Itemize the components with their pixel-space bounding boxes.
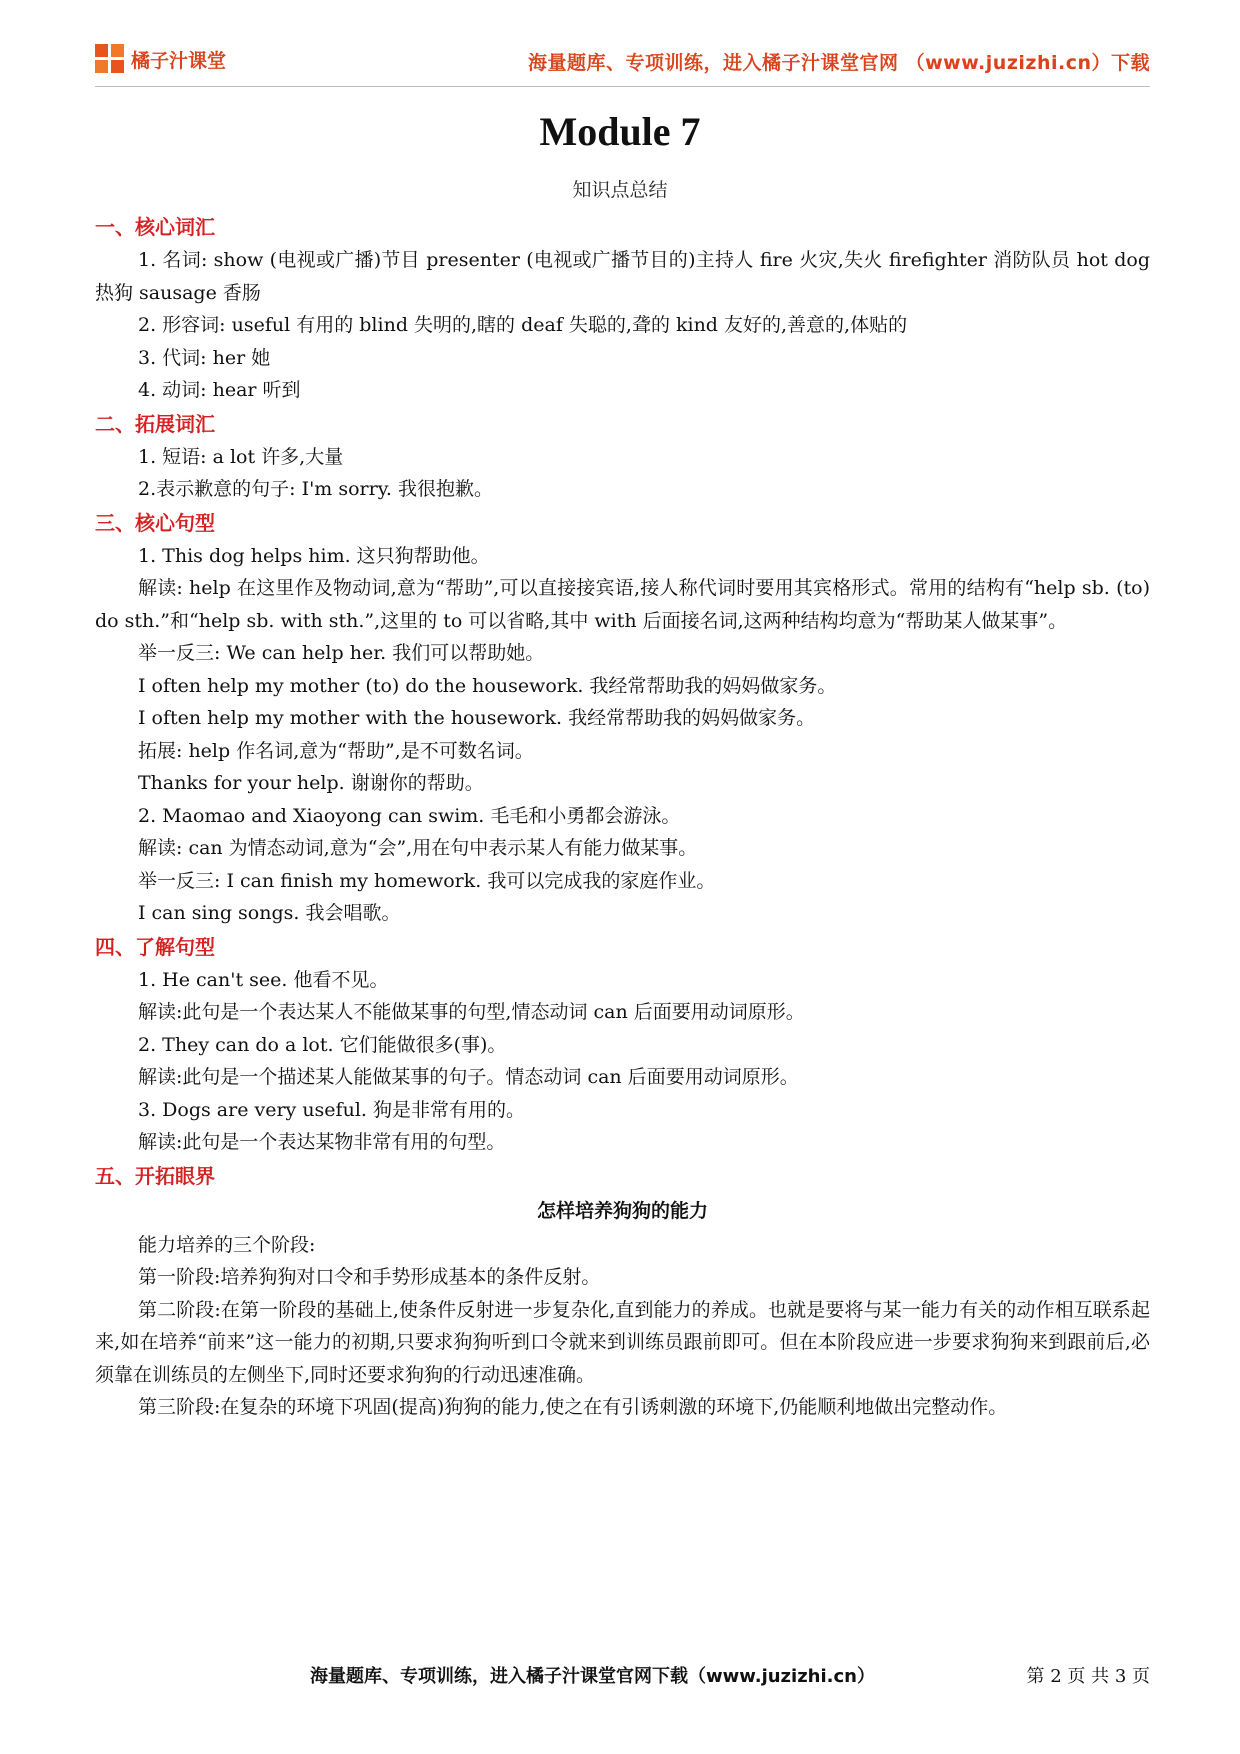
paragraph: 3. 代词: her 她: [138, 346, 271, 369]
paragraph: 2. Maomao and Xiaoyong can swim. 毛毛和小勇都会游泳。: [138, 804, 681, 827]
paragraph: 2. 形容词: useful 有用的 blind 失明的,瞎的 deaf 失聪的,聋的 kind 友好的,善意的,体贴的: [138, 314, 908, 336]
paragraph: 解读: can 为情态动词,意为“会”,用在句中表示某人有能力做某事。: [138, 837, 698, 859]
paragraph: I can sing songs. 我会唱歌。: [138, 902, 401, 924]
paragraph: 1. 短语: a lot 许多,大量: [138, 445, 344, 468]
logo-icon: [95, 44, 125, 74]
paragraph: 举一反三: We can help her. 我们可以帮助她。: [138, 642, 545, 664]
paragraph: 拓展: help 作名词,意为“帮助”,是不可数名词。: [138, 739, 534, 762]
logo-text: 橘子汁课堂: [131, 49, 227, 72]
paragraph: 1. 名词: show (电视或广播)节目 presenter (电视或广播节目的)主持人 fire 火灾,失火 firefighter 消防队员 hot dog 热狗 sausage 香肠: [95, 249, 1150, 304]
paragraph: 2.表示歉意的句子: I'm sorry. 我很抱歉。: [138, 478, 493, 500]
document-body: [95, 210, 1150, 1424]
page-footer: [95, 1662, 1150, 1694]
page-subtitle: 知识点总结: [572, 179, 668, 201]
paragraph: 能力培养的三个阶段:: [138, 1233, 316, 1256]
paragraph: 解读:此句是一个表达某人不能做某事的句型,情态动词 can 后面要用动词原形。: [138, 1001, 805, 1023]
article-title: 怎样培养狗狗的能力: [536, 1199, 708, 1222]
paragraph: 举一反三: I can finish my homework. 我可以完成我的家庭作业。: [138, 869, 716, 892]
paragraph: I often help my mother (to) do the housework. 我经常帮助我的妈妈做家务。: [138, 674, 837, 697]
paragraph: 1. This dog helps him. 这只狗帮助他。: [138, 544, 490, 567]
footer-slogan-link[interactable]: 海量题库、专项训练，进入橘子汁课堂官网下载（www.juzizhi.cn）: [310, 1666, 875, 1687]
page-number: 第 2 页 共 3 页: [1026, 1666, 1150, 1687]
page-header: [95, 40, 1150, 87]
paragraph: 4. 动词: hear 听到: [138, 379, 301, 401]
paragraph: 第一阶段:培养狗狗对口令和手势形成基本的条件反射。: [138, 1266, 601, 1288]
paragraph: 解读:此句是一个描述某人能做某事的句子。情态动词 can 后面要用动词原形。: [138, 1066, 799, 1088]
paragraph: 第二阶段:在第一阶段的基础上,使条件反射进一步复杂化,直到能力的养成。也就是要将与某一能力有关的动作相互联系起来,如在培养“前来”这一能力的初期,只要求狗狗听到口令就来到训练员跟前即可。但在本阶段应进一步要求狗狗来到跟前后,必须靠在训练员的左侧坐下,同时还要求狗狗的行动迅速准确。: [95, 1298, 1150, 1386]
brand-logo[interactable]: [95, 44, 226, 74]
paragraph: 1. He can't see. 他看不见。: [138, 968, 389, 991]
section-heading: 一、核心词汇: [95, 215, 215, 239]
page-title: Module 7: [539, 109, 701, 154]
paragraph: 解读:此句是一个表达某物非常有用的句型。: [138, 1131, 506, 1153]
section-heading: 二、拓展词汇: [95, 411, 215, 436]
paragraph: 第三阶段:在复杂的环境下巩固(提高)狗狗的能力,使之在有引诱刺激的环境下,仍能顺利地做出完整动作。: [138, 1396, 1008, 1418]
paragraph: I often help my mother with the housework. 我经常帮助我的妈妈做家务。: [138, 707, 816, 729]
header-slogan-link[interactable]: 海量题库、专项训练，进入橘子汁课堂官网 （www.juzizhi.cn）下载: [528, 52, 1150, 74]
paragraph: 3. Dogs are very useful. 狗是非常有用的。: [138, 1098, 525, 1121]
section-heading: 五、开拓眼界: [95, 1163, 215, 1188]
paragraph: 解读: help 在这里作及物动词,意为“帮助”,可以直接接宾语,接人称代词时要用其宾格形式。常用的结构有“help sb. (to) do sth.”和“help sb. with sth.”,这里的 to 可以省略,其中 with 后面接名词,这两种结构均意为“帮助某人做某事”。: [95, 577, 1150, 632]
section-heading: 三、核心句型: [95, 510, 215, 535]
paragraph: Thanks for your help. 谢谢你的帮助。: [138, 772, 484, 794]
section-heading: 四、了解句型: [95, 934, 215, 959]
paragraph: 2. They can do a lot. 它们能做很多(事)。: [138, 1033, 507, 1056]
